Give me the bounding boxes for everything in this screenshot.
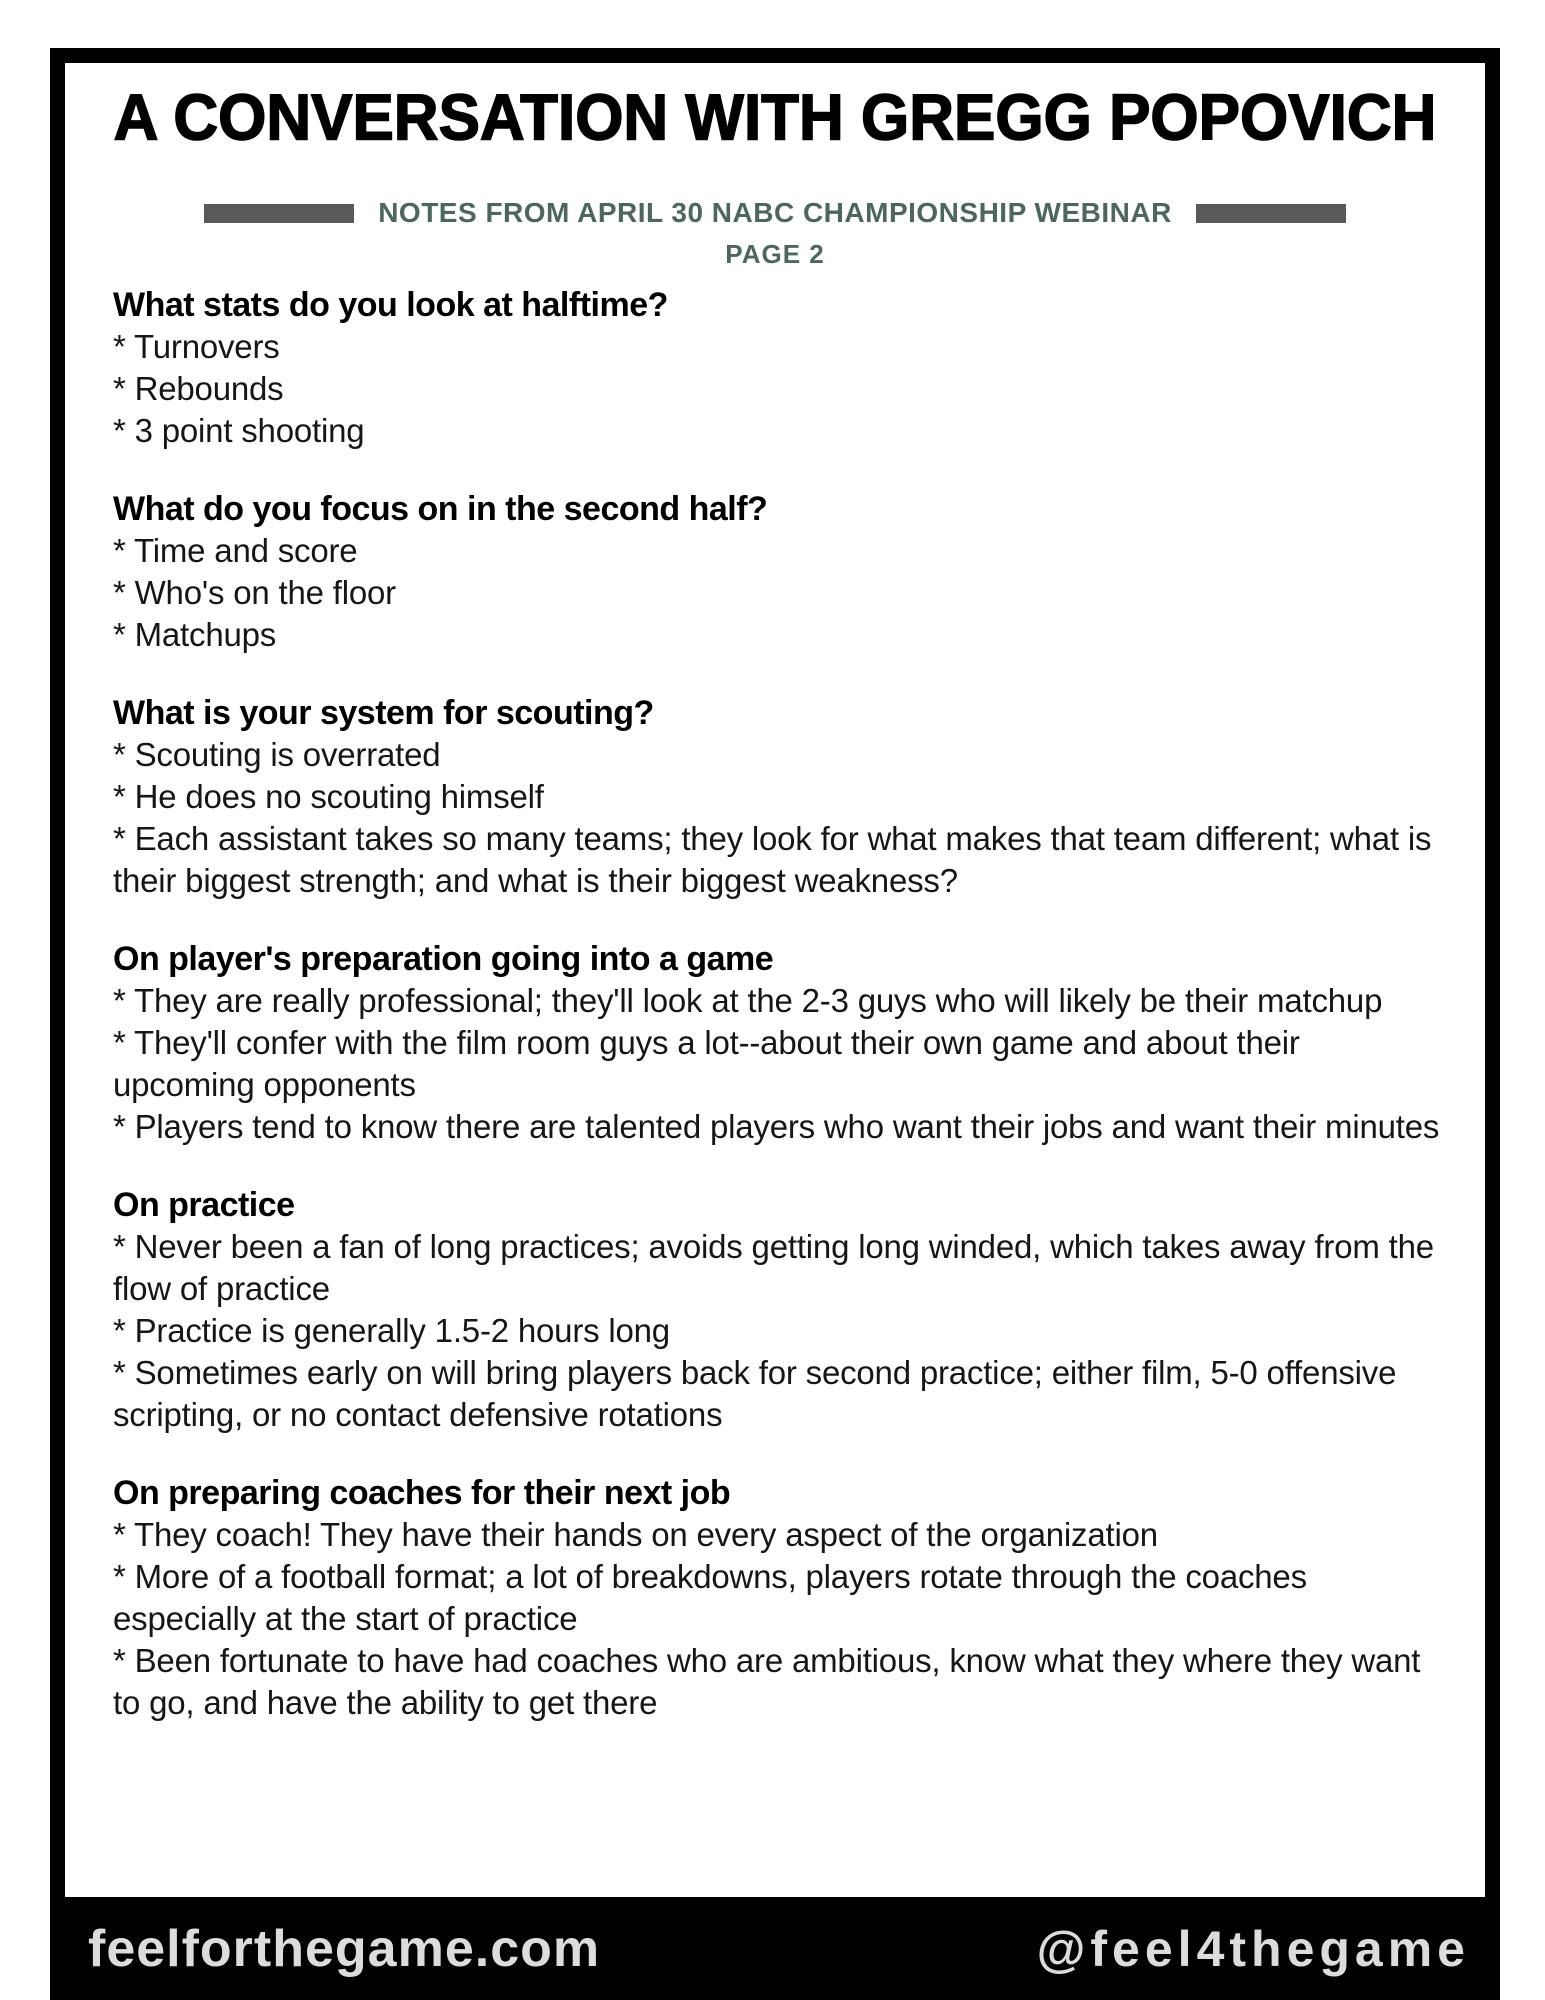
page-number: PAGE 2 bbox=[725, 239, 825, 270]
section-heading: On practice bbox=[113, 1186, 295, 1225]
section-heading: What do you focus on in the second half? bbox=[113, 490, 768, 529]
section-heading: On player's preparation going into a game bbox=[113, 940, 774, 979]
subtitle-row bbox=[65, 197, 1485, 229]
bullet-item: * Never been a fan of long practices; avoids getting long winded, which takes away from the flow of practice bbox=[113, 1228, 1434, 1308]
notes-content bbox=[113, 284, 1443, 1724]
content-sheet bbox=[65, 63, 1485, 1897]
section-heading: What stats do you look at halftime? bbox=[113, 286, 668, 325]
bullet-item: * They coach! They have their hands on every aspect of the organization bbox=[113, 1516, 1158, 1554]
bullet-item: * 3 point shooting bbox=[113, 412, 365, 450]
bullet-item: * They'll confer with the film room guys a lot--about their own game and about their upcoming opponents bbox=[113, 1024, 1300, 1104]
note-section bbox=[113, 1184, 1443, 1436]
footer-handle: @feel4thegame bbox=[1036, 1920, 1470, 1977]
bullet-item: * Each assistant takes so many teams; they look for what makes that team different; what is their biggest strength; and what is their biggest weakness? bbox=[113, 820, 1432, 900]
bullet-item: * Sometimes early on will bring players back for second practice; either film, 5-0 offensive scripting, or no contact defensive rotations bbox=[113, 1354, 1397, 1434]
section-heading: What is your system for scouting? bbox=[113, 694, 654, 733]
bullet-item: * More of a football format; a lot of breakdowns, players rotate through the coaches especially at the start of practice bbox=[113, 1558, 1307, 1638]
bullet-item: * Turnovers bbox=[113, 328, 280, 366]
bullet-item: * Players tend to know there are talented players who want their jobs and want their minutes bbox=[113, 1108, 1440, 1146]
subtitle: NOTES FROM APRIL 30 NABC CHAMPIONSHIP WEBINAR bbox=[378, 197, 1172, 229]
bullet-item: * Scouting is overrated bbox=[113, 736, 441, 774]
bullet-item: * Practice is generally 1.5-2 hours long bbox=[113, 1312, 670, 1350]
bullet-item: * Rebounds bbox=[113, 370, 284, 408]
note-section bbox=[113, 938, 1443, 1148]
bullet-item: * He does no scouting himself bbox=[113, 778, 544, 816]
footer-bar bbox=[50, 1897, 1500, 2000]
note-section bbox=[113, 284, 1443, 452]
subtitle-bar-right bbox=[1196, 204, 1346, 223]
page-title: A CONVERSATION WITH GREGG POPOVICH bbox=[113, 81, 1437, 155]
note-section bbox=[113, 692, 1443, 902]
frame-border bbox=[50, 48, 1500, 2000]
bullet-item: * Who's on the floor bbox=[113, 574, 396, 612]
subtitle-bar-left bbox=[204, 204, 354, 223]
bullet-item: * Been fortunate to have had coaches who are ambitious, know what they where they want to go, and have the ability to get there bbox=[113, 1642, 1421, 1722]
bullet-item: * Matchups bbox=[113, 616, 277, 654]
note-section bbox=[113, 488, 1443, 656]
bullet-item: * Time and score bbox=[113, 532, 358, 570]
bullet-item: * They are really professional; they'll look at the 2-3 guys who will likely be their matchup bbox=[113, 982, 1383, 1020]
footer-website: feelforthegame.com bbox=[88, 1919, 601, 1978]
note-section bbox=[113, 1472, 1443, 1724]
section-heading: On preparing coaches for their next job bbox=[113, 1474, 731, 1513]
